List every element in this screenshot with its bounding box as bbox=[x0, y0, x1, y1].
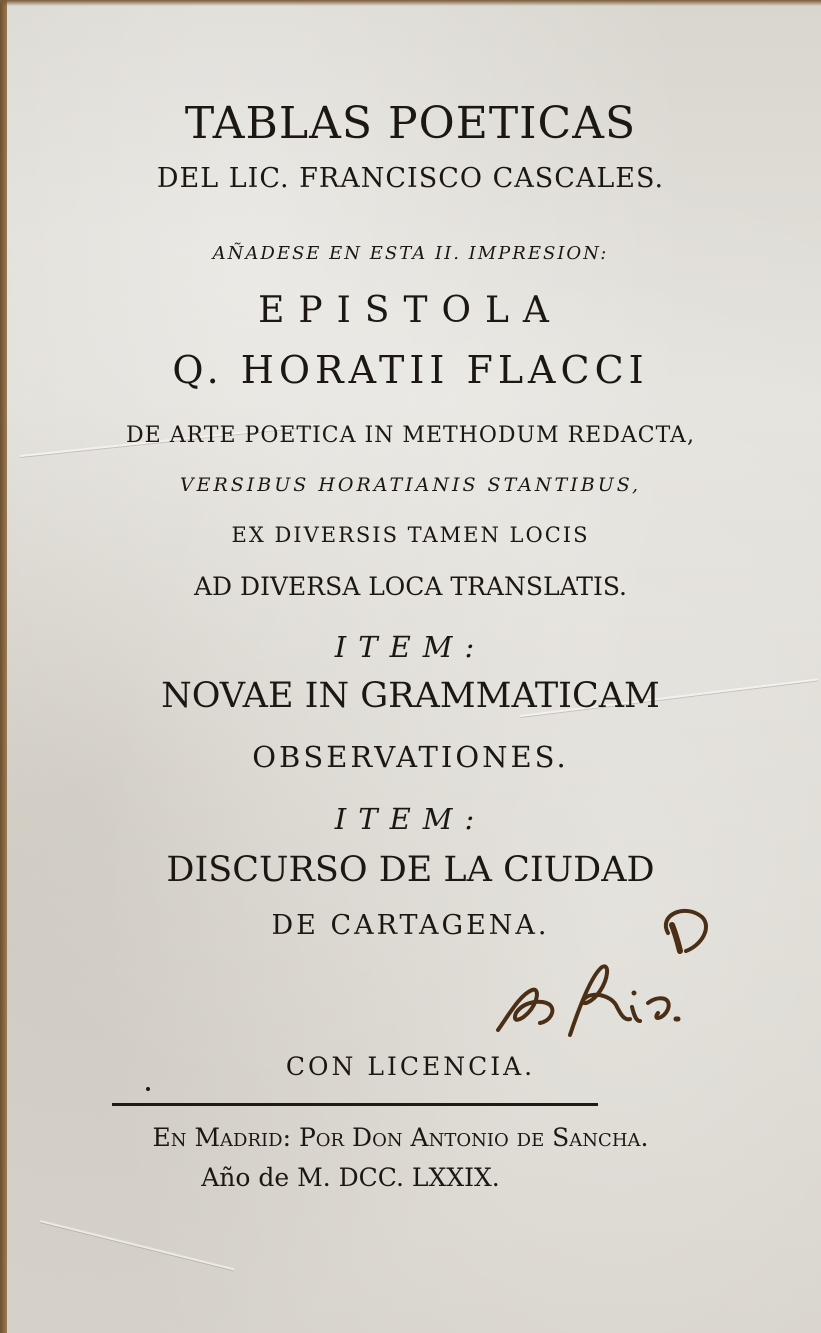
handwritten-inscription bbox=[480, 895, 720, 1045]
imprint-rule bbox=[112, 1103, 598, 1106]
epistola-heading: EPISTOLA bbox=[258, 290, 563, 331]
discourse-heading: DISCURSO DE LA CIUDAD bbox=[166, 850, 655, 890]
item-heading-1: ITEM: bbox=[334, 630, 487, 664]
grammar-heading: NOVAE IN GRAMMATICAM bbox=[161, 676, 660, 716]
cartagena-heading: DE CARTAGENA. bbox=[271, 910, 550, 941]
paper-wrinkle bbox=[40, 1220, 235, 1271]
imprint-line-2: Año de M. DCC. LXXIX. bbox=[201, 1163, 500, 1192]
license-line: CON LICENCIA. bbox=[285, 1052, 536, 1081]
subtitle-line-2: VERSIBUS HORATIANIS STANTIBUS, bbox=[179, 474, 642, 496]
edition-note: AÑADESE EN ESTA II. IMPRESION: bbox=[212, 243, 609, 264]
author-line: DEL LIC. FRANCISCO CASCALES. bbox=[156, 163, 665, 194]
horace-heading: Q. HORATII FLACCI bbox=[172, 348, 649, 392]
title-main: TABLAS POETICAS bbox=[184, 98, 637, 149]
subtitle-line-4: AD DIVERSA LOCA TRANSLATIS. bbox=[193, 572, 628, 601]
imprint-line-1: En Madrid: Por Don Antonio de Sancha. bbox=[152, 1123, 649, 1152]
subtitle-line-3: EX DIVERSIS TAMEN LOCIS bbox=[231, 523, 590, 547]
subtitle-line-1: DE ARTE POETICA IN METHODUM REDACTA, bbox=[126, 423, 695, 448]
book-top-edge bbox=[0, 0, 821, 6]
observations-heading: OBSERVATIONES. bbox=[252, 740, 569, 774]
item-heading-2: ITEM: bbox=[334, 802, 487, 836]
ink-speck bbox=[146, 1087, 150, 1091]
